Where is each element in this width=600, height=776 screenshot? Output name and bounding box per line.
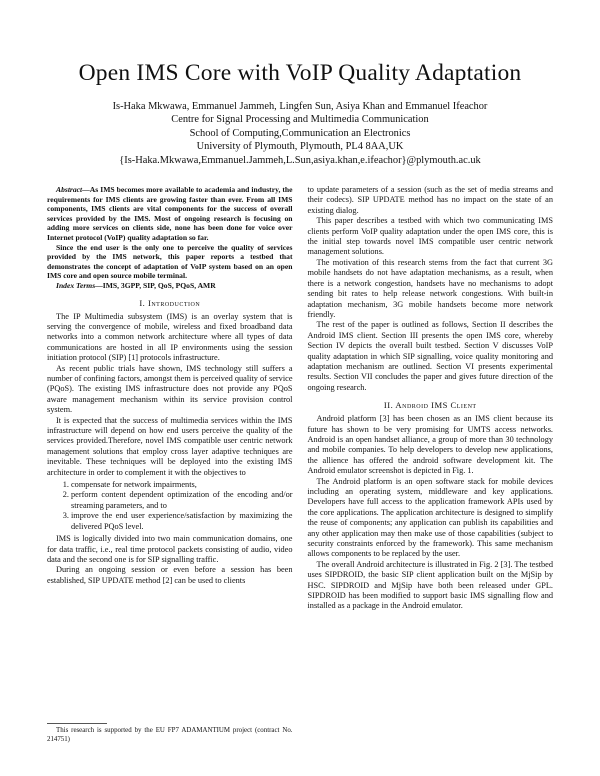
author-emails: {Is-Haka.Mkwawa,Emmanuel.Jammeh,L.Sun,asiya.khan,e.ifeachor}@plymouth.ac.uk bbox=[119, 154, 481, 166]
footnote-rule bbox=[47, 723, 107, 724]
footnote bbox=[47, 723, 293, 745]
intro-paragraph-1: The IP Multimedia subsystem (IMS) is an overlay system that is serving the convergence of mobile, wireless and fixed broadband data networks into a common network architecture where all types of data communications are hosted in all IP environments using the session initiation protocol (SIP) [1] protocols infrastructure. bbox=[47, 311, 293, 363]
android-paragraph-3: The overall Android architecture is illustrated in Fig. 2 [3]. The testbed uses SIPDROID, the basic SIP client application built on the MjSip by HSC. SIPDROID and MjSip have both been released under GPL. SIPDROID has been modified to support basic IMS signalling flow and installed as a package in the Android emulator. bbox=[307, 559, 553, 611]
intro-paragraph-8: The motivation of this research stems from the fact that current 3G mobile handsets do not have adaptation mechanisms, as a result, when there is a network congestion, handsets have no mechanisms to adopt sending bit rates to help release network congestions. With built-in adaptation mechanism, 3G mobile handsets become more network friendly. bbox=[307, 257, 553, 319]
list-item: 1. compensate for network impairments, bbox=[71, 480, 293, 490]
section-heading-introduction-text: I. Introduction bbox=[139, 297, 201, 308]
android-paragraph-2: The Android platform is an open software stack for mobile devices including an operating system, middleware and key applications. Developers have full access to the application framework APIs used by the core applications. The application architecture is designed to simplify the reuse of components; any application can publish its capabilities and any other application may then make use of those capabilities (subject to security constraints enforced by the framework). This same mechanism allows components to be replaced by the user. bbox=[307, 476, 553, 559]
author-block bbox=[47, 100, 553, 167]
abstract-label: Abstract bbox=[56, 185, 83, 195]
author-names: Is-Haka Mkwawa, Emmanuel Jammeh, Lingfen Sun, Asiya Khan and Emmanuel Ifeachor bbox=[112, 101, 488, 112]
abstract-paragraph-1: Abstract—As IMS becomes more available to academia and industry, the requirements for IMS clients are growing faster than ever. From all IMS components, IMS clients are vital components for the success of overall services provided by the IMS. Most of ongoing research is focusing on adding more services on clients side, none has been done for voice over Internet protocol (VoIP) quality adaptation so far. bbox=[47, 185, 293, 242]
list-item: 2. perform content dependent optimization of the encoding and/or streaming parameters, and to bbox=[71, 490, 293, 511]
author-university: University of Plymouth, Plymouth, PL4 8AA,UK bbox=[196, 141, 404, 153]
index-terms-label: Index Terms bbox=[56, 280, 96, 290]
section-heading-android bbox=[308, 400, 554, 410]
index-terms-text: IMS, 3GPP, SIP, QoS, PQoS, AMR bbox=[102, 280, 216, 290]
intro-paragraph-2: As recent public trials have shown, IMS technology still suffers a number of confining factors, amongst them is perceived quality of service (PQoS). The existing IMS infrastructure does not provide any PQoS aware management mechanism within its service provision control system. bbox=[47, 363, 293, 415]
intro-paragraph-6: to update parameters of a session (such as the set of media streams and their codecs). SIP UPDATE method has no impact on the state of an existing dialog. bbox=[307, 185, 553, 215]
abstract-paragraph-2: Since the end user is the only one to perceive the quality of services provided by the IMS network, this paper reports a testbed that demonstrates the concept of adaptation of VoIP system based on an open IMS core and open source mobile terminal. bbox=[47, 242, 293, 281]
intro-paragraph-5: During an ongoing session or even before a session has been established, SIP UPDATE method [2] can be used to clients bbox=[47, 565, 293, 585]
two-column-body bbox=[47, 185, 553, 745]
section-heading-android-text: II. Android IMS Client bbox=[383, 400, 477, 411]
list-item: 3. improve the end user experience/satisfaction by maximizing the delivered PQoS level. bbox=[71, 511, 293, 532]
android-paragraph-1: Android platform [3] has been chosen as an IMS client because its future has shown to be very promising for UMTS access networks. Android is an open handset alliance, a group of more than 30 technology and mobile companies. To help developers to develop new applications, the allience has offered the android software development kit. The Android emulator screenshot is depicted in Fig. 1. bbox=[307, 414, 553, 476]
right-column bbox=[308, 185, 554, 612]
index-terms: Index Terms—IMS, 3GPP, SIP, QoS, PQoS, AMR bbox=[56, 280, 216, 290]
intro-paragraph-9: The rest of the paper is outlined as follows, Section II describes the Android IMS client. Section III presents the open IMS core, whereby Section IV depicts the overall built testbed. Section V discusses VoIP quality adaptation in which SIP signalling, voice quality monitoring and adaptation mechanism are outlined. Section VI presents experimental results. Section VII concludes the paper and gives future direction of the ongoing research. bbox=[307, 320, 553, 392]
intro-paragraph-7: This paper describes a testbed with which two communicating IMS clients perform VoIP quality adaptation under the open IMS core, this is the initial step towards novel IMS compatible user centric network management solutions. bbox=[307, 216, 553, 257]
intro-paragraph-4: IMS is logically divided into two main communication domains, one for data traffic, i.e., real time protocol packets consisting of audio, video data and the second one is for SIP signalling traffic. bbox=[47, 534, 293, 564]
section-heading-introduction bbox=[47, 298, 293, 308]
footnote-text: This research is supported by the EU FP7 ADAMANTIUM project (contract No. 214751) bbox=[47, 727, 293, 744]
left-column bbox=[47, 185, 293, 745]
paper-title: Open IMS Core with VoIP Quality Adaptation bbox=[78, 60, 522, 86]
author-school: School of Computing,Communication an Electronics bbox=[189, 127, 411, 139]
intro-paragraph-3: It is expected that the success of multimedia services within the IMS infrastructure will depend on how end users perceive the quality of the services provided.Therefore, novel IMS compatible user centric network management solutions that employ cross layer adaptive techniques are inevitable. These techniques will be deployed into the existing IMS architecture in order to complement it with the objectives to bbox=[47, 415, 293, 477]
abstract bbox=[47, 185, 293, 291]
objectives-list bbox=[47, 480, 293, 532]
author-centre: Centre for Signal Processing and Multimedia Communication bbox=[171, 114, 429, 126]
abstract-text-1: As IMS becomes more available to academia and industry, the requirements for IMS clients are growing faster than ever. From all IMS components, IMS clients are vital components for the success of overall services provided by the IMS. Most of ongoing research is focusing on adding more services on clients side, none has been done for voice over Internet protocol (VoIP) quality adaptation so far. bbox=[47, 185, 293, 242]
